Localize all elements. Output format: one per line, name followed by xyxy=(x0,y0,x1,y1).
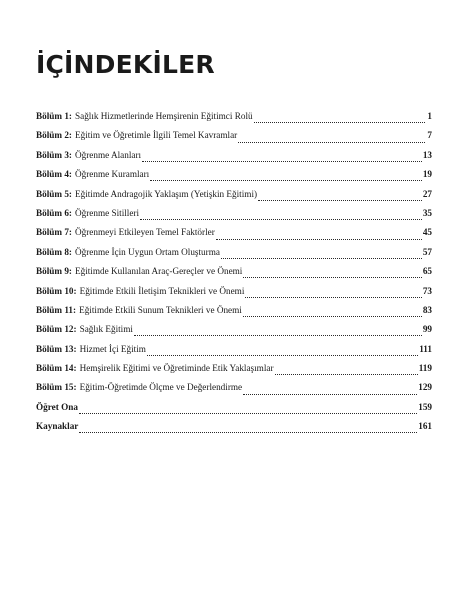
page-number: 159 xyxy=(418,401,432,412)
page-number: 35 xyxy=(422,207,432,218)
page-number: 57 xyxy=(422,246,432,257)
chapter-label: Bölüm 13: xyxy=(36,343,77,354)
toc-entry-chapter-7[interactable] xyxy=(36,223,432,242)
toc-entry-chapter-10[interactable] xyxy=(36,282,432,301)
page-title: İÇİNDEKİLER xyxy=(36,50,215,79)
dot-leader xyxy=(254,112,425,123)
chapter-label: Bölüm 12: xyxy=(36,324,77,335)
dot-leader xyxy=(150,170,422,181)
chapter-label: Bölüm 9: xyxy=(36,266,72,277)
page-number: 45 xyxy=(422,227,432,238)
page-number: 19 xyxy=(422,169,432,180)
chapter-label: Bölüm 10: xyxy=(36,285,77,296)
toc-entry-chapter-4[interactable] xyxy=(36,165,432,184)
chapter-title: Eğitimde Etkili İletişim Teknikleri ve Önemi xyxy=(79,285,245,296)
chapter-label: Bölüm 14: xyxy=(36,363,77,374)
toc-entry-chapter-8[interactable] xyxy=(36,243,432,262)
chapter-label: Bölüm 5: xyxy=(36,188,72,199)
chapter-label: Bölüm 15: xyxy=(36,382,77,393)
chapter-title: Öğrenme Alanları xyxy=(75,149,142,160)
page-number: 13 xyxy=(422,149,432,160)
chapter-title: Öğrenme Sitilleri xyxy=(75,207,140,218)
page-number: 7 xyxy=(427,130,432,141)
chapter-label: Bölüm 8: xyxy=(36,246,72,257)
page-number: 99 xyxy=(422,324,432,335)
toc-entry-chapter-14[interactable] xyxy=(36,359,432,378)
toc-entry-kaynaklar[interactable] xyxy=(36,417,432,436)
chapter-title: Sağlık Eğitimi xyxy=(79,324,133,335)
dot-leader xyxy=(258,190,422,201)
toc-entry-chapter-15[interactable] xyxy=(36,378,432,397)
section-label: Öğret Ona xyxy=(36,401,78,412)
toc-entry-chapter-11[interactable] xyxy=(36,301,432,320)
dot-leader xyxy=(243,306,422,317)
page-number: 119 xyxy=(418,363,432,374)
chapter-label: Bölüm 6: xyxy=(36,207,72,218)
dot-leader xyxy=(243,384,417,395)
dot-leader xyxy=(245,287,421,298)
chapter-label: Bölüm 4: xyxy=(36,169,72,180)
chapter-label: Bölüm 2: xyxy=(36,130,72,141)
table-of-contents xyxy=(36,107,432,437)
chapter-title: Öğrenme Kuramları xyxy=(75,169,150,180)
page-number: 111 xyxy=(419,343,432,354)
chapter-title: Eğitimde Etkili Sunum Teknikleri ve Önemi xyxy=(79,304,242,315)
chapter-title: Eğitimde Andragojik Yaklaşım (Yetişkin Eğitimi) xyxy=(75,188,258,199)
chapter-label: Bölüm 3: xyxy=(36,149,72,160)
page-number: 161 xyxy=(418,421,432,432)
chapter-title: Eğitimde Kullanılan Araç-Gereçler ve Önemi xyxy=(75,266,243,277)
chapter-label: Bölüm 7: xyxy=(36,227,72,238)
dot-leader xyxy=(275,364,418,375)
page-number: 1 xyxy=(427,111,432,121)
page-number: 73 xyxy=(422,285,432,296)
dot-leader xyxy=(216,229,422,240)
toc-entry-chapter-12[interactable] xyxy=(36,320,432,339)
dot-leader xyxy=(140,209,422,220)
toc-entry-chapter-2[interactable] xyxy=(36,126,432,145)
chapter-label: Bölüm 11: xyxy=(36,304,77,315)
dot-leader xyxy=(243,267,421,278)
dot-leader xyxy=(221,248,422,259)
chapter-title: Öğrenme İçin Uygun Ortam Oluşturma xyxy=(75,246,220,257)
dot-leader xyxy=(134,325,422,336)
dot-leader xyxy=(238,132,425,143)
dot-leader xyxy=(142,151,422,162)
chapter-title: Hizmet İçi Eğitim xyxy=(79,343,146,354)
dot-leader xyxy=(79,422,417,433)
toc-entry-chapter-5[interactable] xyxy=(36,185,432,204)
chapter-label: Bölüm 1: xyxy=(36,111,72,121)
section-label: Kaynaklar xyxy=(36,421,79,432)
toc-entry-chapter-9[interactable] xyxy=(36,262,432,281)
page-number: 27 xyxy=(422,188,432,199)
page-number: 65 xyxy=(422,266,432,277)
chapter-title: Hemşirelik Eğitimi ve Öğretiminde Etik Yaklaşımlar xyxy=(79,363,274,374)
dot-leader xyxy=(147,345,418,356)
toc-entry-chapter-13[interactable] xyxy=(36,340,432,359)
page-number: 129 xyxy=(418,382,432,393)
toc-entry-chapter-6[interactable] xyxy=(36,204,432,223)
toc-entry-ogret-ona[interactable] xyxy=(36,398,432,417)
chapter-title: Öğrenmeyi Etkileyen Temel Faktörler xyxy=(75,227,215,238)
dot-leader xyxy=(79,403,417,414)
toc-entry-chapter-3[interactable] xyxy=(36,146,432,165)
toc-entry-chapter-1[interactable] xyxy=(36,107,432,126)
page-number: 83 xyxy=(422,304,432,315)
chapter-title: Eğitim ve Öğretimle İlgili Temel Kavramlar xyxy=(75,130,238,141)
chapter-title: Sağlık Hizmetlerinde Hemşirenin Eğitimci Rolü xyxy=(75,111,253,121)
chapter-title: Eğitim-Öğretimde Ölçme ve Değerlendirme xyxy=(79,382,243,393)
